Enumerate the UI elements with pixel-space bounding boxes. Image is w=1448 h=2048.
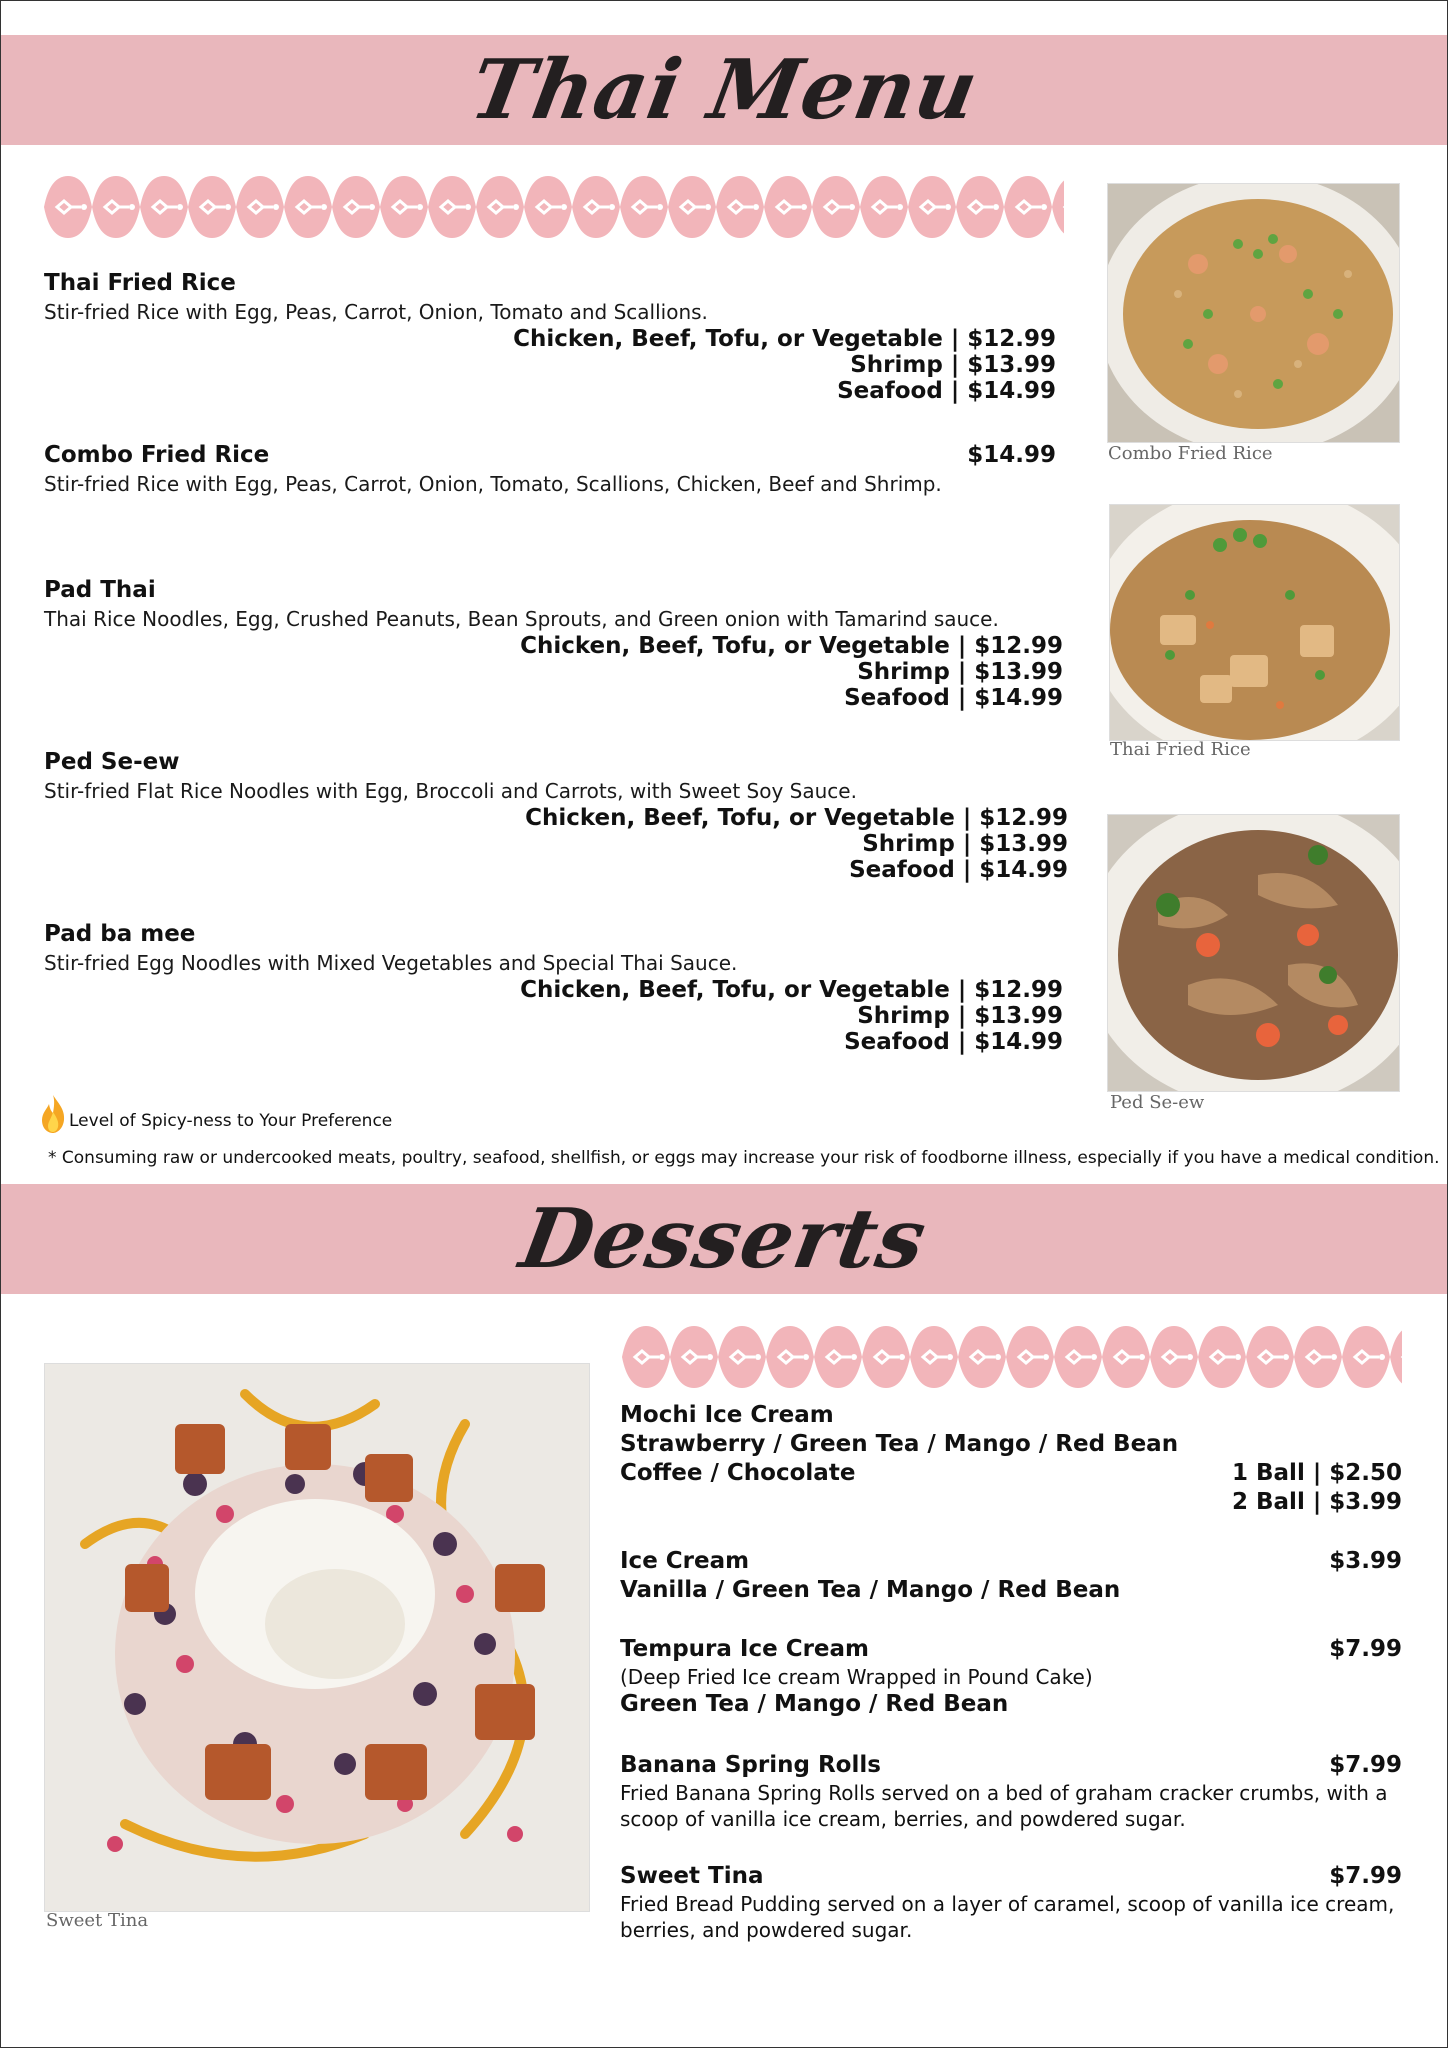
combo-fried-rice-photo bbox=[1107, 183, 1400, 443]
item-description: Stir-fried Rice with Egg, Peas, Carrot, Onion, Tomato, Scallions, Chicken, Beef and Shrimp. bbox=[44, 472, 942, 496]
price-list bbox=[520, 977, 1063, 1055]
item-name: Combo Fried Rice bbox=[44, 442, 270, 468]
price-line: Chicken, Beef, Tofu, or Vegetable | $12.99 bbox=[525, 805, 1068, 831]
dessert-price: $7.99 bbox=[1329, 1863, 1402, 1889]
photo-caption: Sweet Tina bbox=[46, 1910, 149, 1931]
price-line: Shrimp | $13.99 bbox=[862, 831, 1068, 857]
dessert-price: 2 Ball | $3.99 bbox=[1232, 1489, 1402, 1515]
desserts-title: Desserts bbox=[514, 1191, 934, 1287]
dessert-description: Fried Banana Spring Rolls served on a bed of graham cracker crumbs, with a scoop of vanilla ice cream, berries, and powdered sugar. bbox=[620, 1781, 1388, 1831]
menu-title: Thai Menu bbox=[463, 42, 985, 138]
dessert-name: Mochi Ice Cream bbox=[620, 1402, 834, 1428]
price-line: Seafood | $14.99 bbox=[837, 378, 1056, 404]
photo-caption: Ped Se-ew bbox=[1110, 1092, 1205, 1113]
spicy-note: Level of Spicy-ness to Your Preference bbox=[69, 1111, 393, 1131]
dessert-flavors: Vanilla / Green Tea / Mango / Red Bean bbox=[620, 1577, 1121, 1603]
dessert-price: 1 Ball | $2.50 bbox=[1232, 1460, 1402, 1486]
price-line: Chicken, Beef, Tofu, or Vegetable | $12.99 bbox=[520, 977, 1063, 1003]
price-line: Shrimp | $13.99 bbox=[857, 1003, 1063, 1029]
desserts-banner bbox=[1, 1184, 1447, 1294]
ped-se-ew-photo bbox=[1107, 814, 1400, 1092]
item-name: Pad Thai bbox=[44, 577, 156, 603]
dessert-description: (Deep Fried Ice cream Wrapped in Pound Cake) bbox=[620, 1665, 1093, 1689]
banana-spring-rolls bbox=[620, 1751, 1402, 1832]
price-line: Seafood | $14.99 bbox=[844, 685, 1063, 711]
price-line: Seafood | $14.99 bbox=[849, 857, 1068, 883]
decorative-border bbox=[622, 1326, 1402, 1388]
mochi-ice-cream bbox=[620, 1401, 1402, 1517]
dessert-price: $3.99 bbox=[1329, 1548, 1402, 1574]
item-description: Stir-fried Rice with Egg, Peas, Carrot, Onion, Tomato and Scallions. bbox=[44, 300, 708, 324]
photo-caption: Thai Fried Rice bbox=[1110, 739, 1251, 760]
item-description: Stir-fried Egg Noodles with Mixed Vegetables and Special Thai Sauce. bbox=[44, 951, 738, 975]
price-line: Seafood | $14.99 bbox=[844, 1029, 1063, 1055]
price-list bbox=[513, 326, 1056, 404]
dessert-name: Sweet Tina bbox=[620, 1863, 764, 1889]
item-description: Stir-fried Flat Rice Noodles with Egg, Broccoli and Carrots, with Sweet Soy Sauce. bbox=[44, 779, 857, 803]
dessert-name: Ice Cream bbox=[620, 1548, 750, 1574]
flame-icon bbox=[40, 1094, 66, 1134]
item-name: Pad ba mee bbox=[44, 921, 196, 947]
decorative-border bbox=[44, 176, 1064, 238]
sweet-tina bbox=[620, 1862, 1402, 1943]
thai-fried-rice-photo bbox=[1109, 504, 1400, 741]
dessert-price: $7.99 bbox=[1329, 1752, 1402, 1778]
photo-caption: Combo Fried Rice bbox=[1108, 443, 1273, 464]
item-name: Ped Se-ew bbox=[44, 749, 180, 775]
health-warning: * Consuming raw or undercooked meats, poultry, seafood, shellfish, or eggs may increase your risk of foodborne illness, especially if you have a medical condition. bbox=[48, 1148, 1440, 1168]
price-line: Chicken, Beef, Tofu, or Vegetable | $12.99 bbox=[520, 633, 1063, 659]
price-list bbox=[525, 805, 1068, 883]
dessert-flavors: Coffee / Chocolate bbox=[620, 1460, 856, 1486]
tempura-ice-cream bbox=[620, 1635, 1402, 1719]
dessert-flavors: Strawberry / Green Tea / Mango / Red Bean bbox=[620, 1431, 1179, 1457]
menu-banner bbox=[1, 35, 1447, 145]
price-list bbox=[520, 633, 1063, 711]
dessert-name: Banana Spring Rolls bbox=[620, 1752, 881, 1778]
ice-cream bbox=[620, 1547, 1402, 1605]
item-description: Thai Rice Noodles, Egg, Crushed Peanuts, Bean Sprouts, and Green onion with Tamarind sauce. bbox=[44, 607, 999, 631]
item-price: $14.99 bbox=[967, 442, 1056, 468]
price-line: Shrimp | $13.99 bbox=[850, 352, 1056, 378]
dessert-name: Tempura Ice Cream bbox=[620, 1636, 870, 1662]
dessert-description: Fried Bread Pudding served on a layer of caramel, scoop of vanilla ice cream, berries, and powdered sugar. bbox=[620, 1892, 1395, 1942]
dessert-flavors: Green Tea / Mango / Red Bean bbox=[620, 1691, 1009, 1717]
sweet-tina-photo bbox=[44, 1363, 590, 1912]
price-line: Chicken, Beef, Tofu, or Vegetable | $12.99 bbox=[513, 326, 1056, 352]
item-name: Thai Fried Rice bbox=[44, 270, 236, 296]
price-line: Shrimp | $13.99 bbox=[857, 659, 1063, 685]
dessert-price: $7.99 bbox=[1329, 1636, 1402, 1662]
